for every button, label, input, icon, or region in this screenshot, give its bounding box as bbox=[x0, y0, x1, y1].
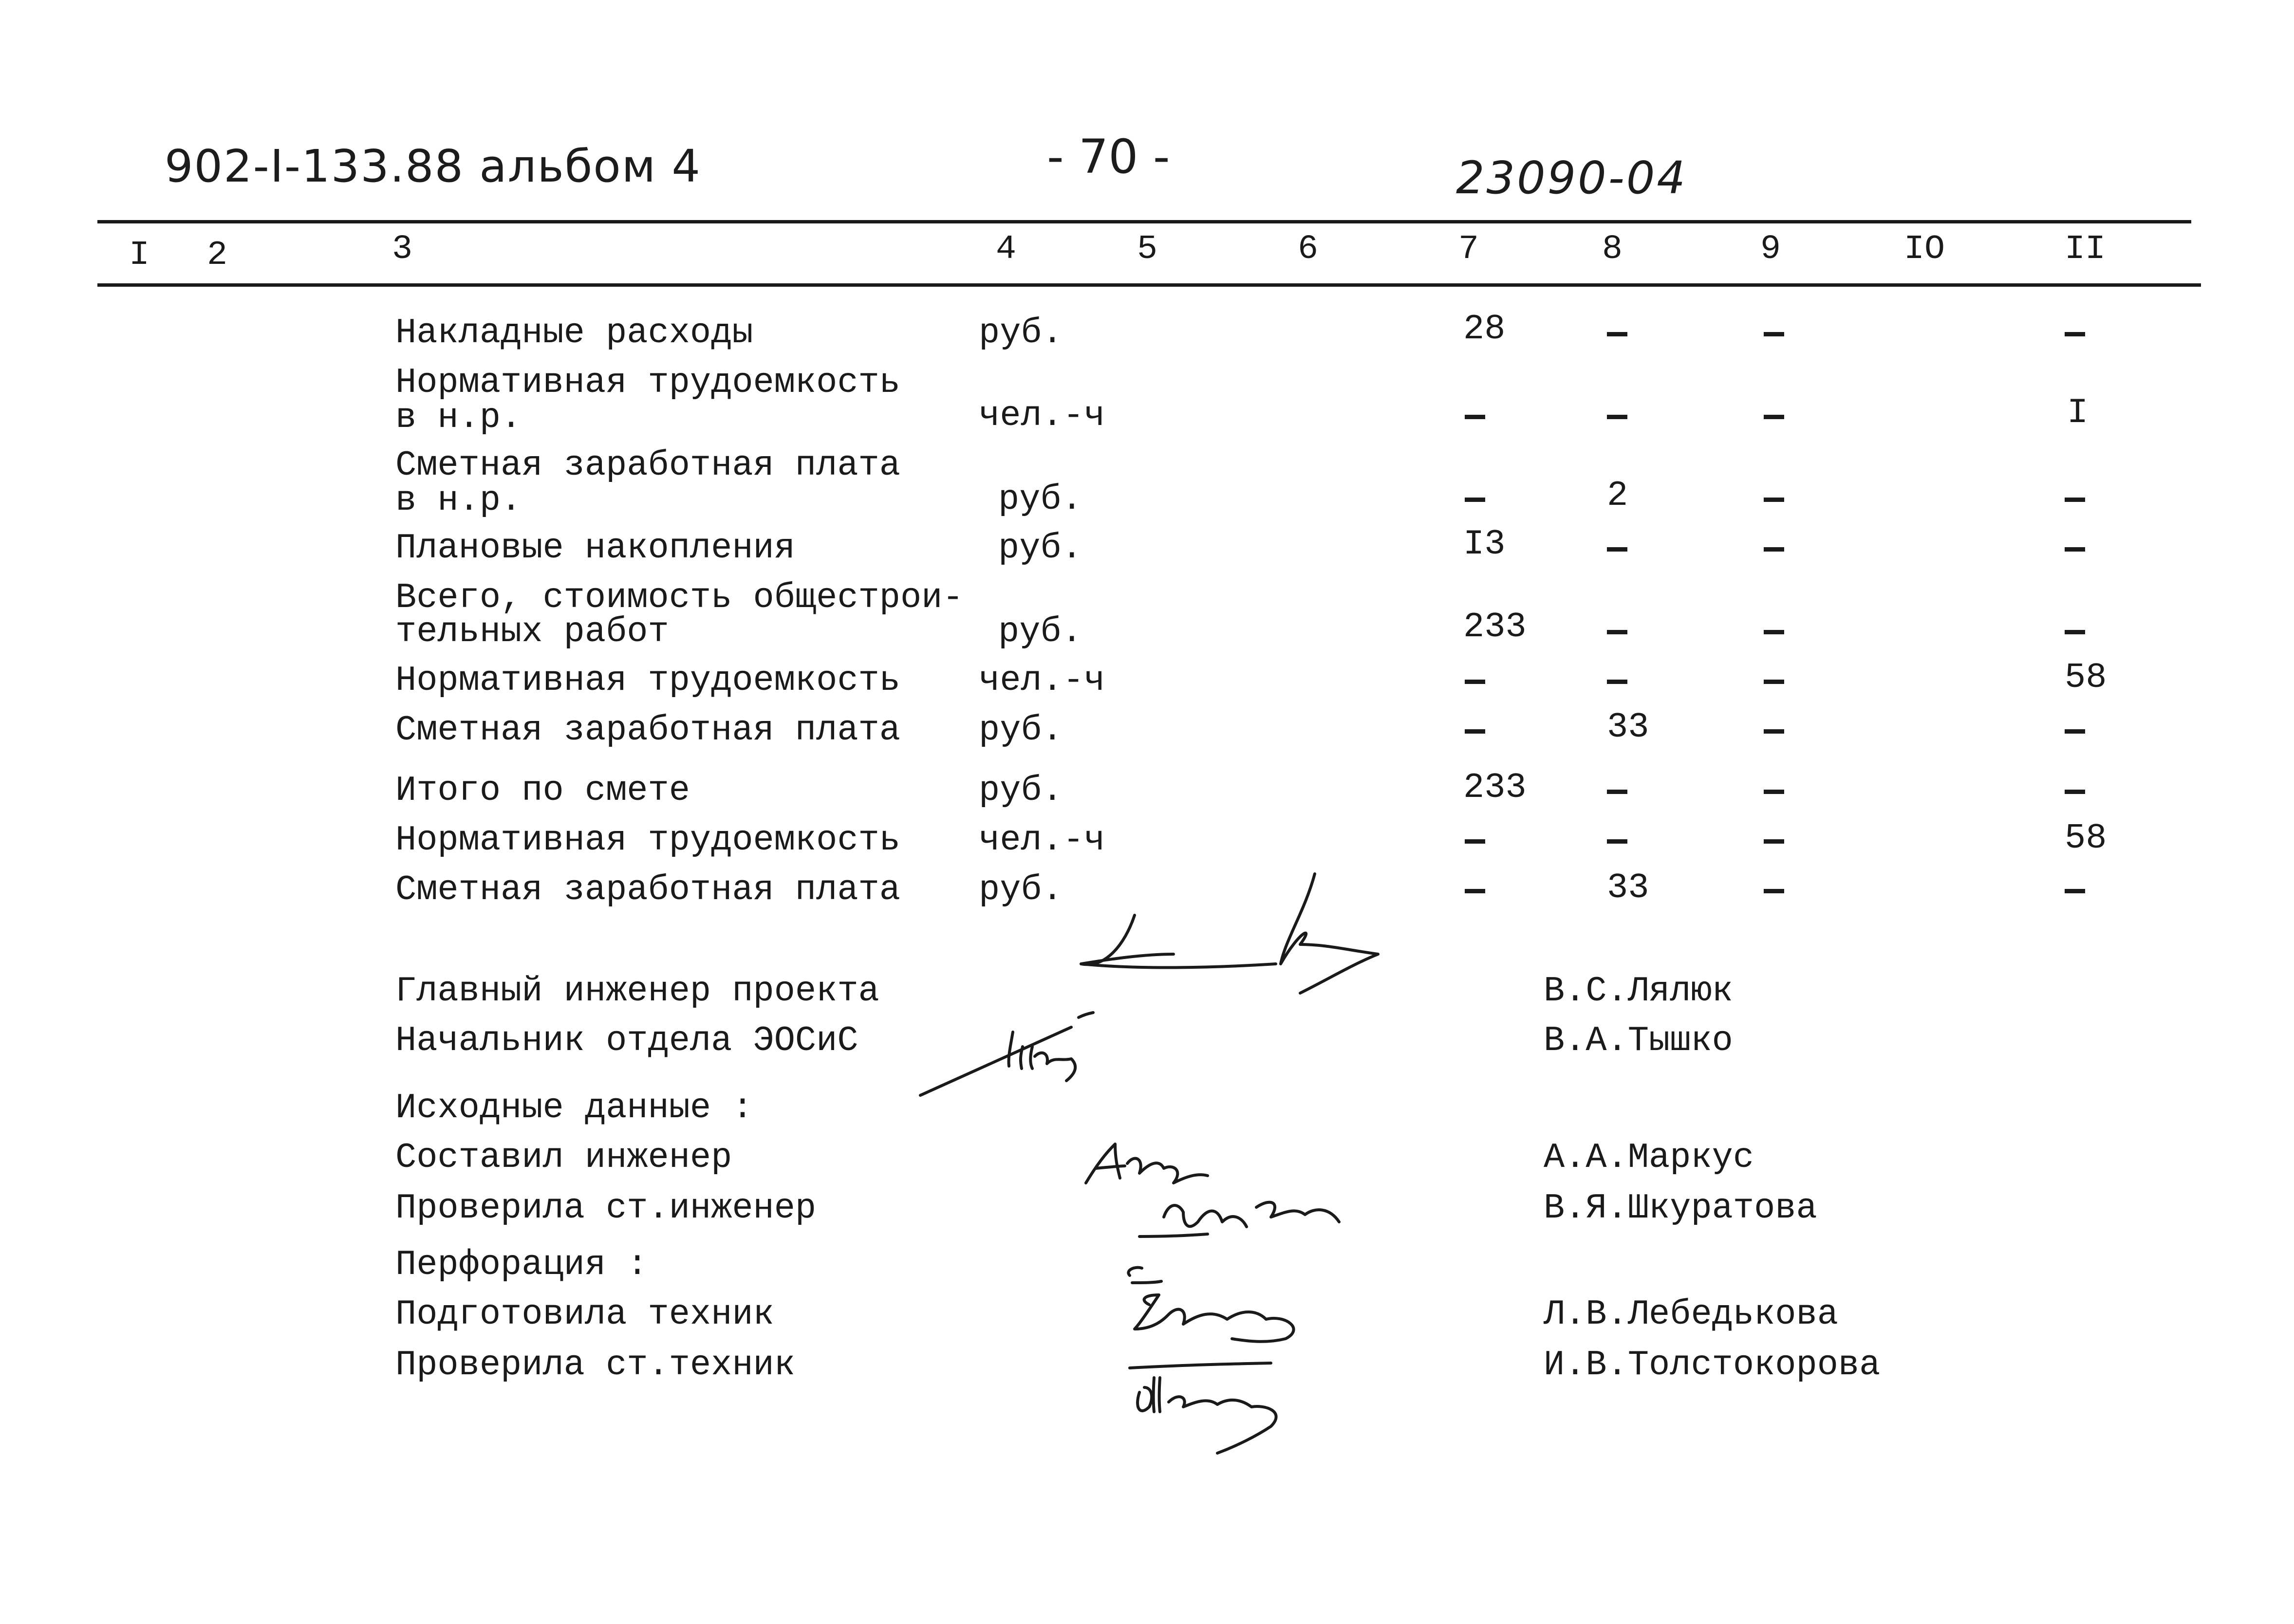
column-number-9: 9 bbox=[1760, 230, 1781, 269]
row-col9-dash bbox=[1764, 790, 1784, 794]
row-label: Всего, стоимость общестрои- bbox=[395, 578, 964, 618]
row-col8-dash bbox=[1607, 630, 1627, 634]
row-col11-dash bbox=[2065, 332, 2085, 336]
signature-role: Составил инженер bbox=[395, 1138, 732, 1178]
handwritten-signature bbox=[1120, 1256, 1373, 1353]
signature-role: Начальник отдела ЭОСиС bbox=[395, 1021, 858, 1061]
row-col7-dash bbox=[1465, 839, 1485, 844]
row-col8-dash bbox=[1607, 839, 1627, 844]
column-number-2: 2 bbox=[207, 236, 228, 275]
signature-role: Подготовила техник bbox=[395, 1294, 774, 1334]
table-top-rule bbox=[97, 220, 2191, 223]
row-col7-dash bbox=[1465, 415, 1485, 419]
row-label: Сметная заработная плата bbox=[395, 710, 900, 750]
row-col8-dash bbox=[1607, 415, 1627, 419]
signature-role: Главный инженер проекта bbox=[395, 971, 879, 1011]
row-col9-dash bbox=[1764, 839, 1784, 844]
row-col9-dash bbox=[1764, 729, 1784, 734]
row-label: в н.р. bbox=[395, 398, 522, 438]
row-col8: 2 bbox=[1607, 476, 1628, 516]
row-col11-dash bbox=[2065, 729, 2085, 734]
row-col9-dash bbox=[1764, 680, 1784, 684]
row-col11-dash bbox=[2065, 547, 2085, 552]
row-unit: руб. bbox=[979, 870, 1063, 910]
row-col8-dash bbox=[1607, 680, 1627, 684]
signature-role: Исходные данные : bbox=[395, 1088, 753, 1128]
row-unit: чел.-ч bbox=[979, 396, 1105, 436]
row-label: Сметная заработная плата bbox=[395, 445, 900, 485]
document-code: 902-I-133.88 альбом 4 bbox=[165, 140, 701, 192]
handwritten-signature bbox=[1125, 1358, 1329, 1460]
page-number: - 70 - bbox=[1047, 129, 1170, 184]
row-col8: 33 bbox=[1607, 707, 1649, 747]
row-col9-dash bbox=[1764, 547, 1784, 552]
row-unit: руб. bbox=[979, 710, 1063, 750]
row-unit: чел.-ч bbox=[979, 661, 1105, 701]
signature-role: Проверила ст.техник bbox=[395, 1345, 795, 1385]
row-col7: I3 bbox=[1463, 524, 1506, 564]
row-col7: 233 bbox=[1463, 768, 1527, 808]
row-col8-dash bbox=[1607, 332, 1627, 336]
row-unit: чел.-ч bbox=[979, 820, 1105, 860]
handwritten-signature bbox=[1071, 871, 1388, 1008]
table-header-rule bbox=[97, 283, 2201, 287]
row-unit: руб. bbox=[998, 528, 1082, 568]
row-col7-dash bbox=[1465, 729, 1485, 734]
row-col7: 28 bbox=[1463, 309, 1506, 349]
row-col9-dash bbox=[1764, 498, 1784, 502]
row-col11: 58 bbox=[2065, 818, 2107, 858]
row-col7-dash bbox=[1465, 680, 1485, 684]
row-col11: 58 bbox=[2065, 658, 2107, 698]
row-col7: 233 bbox=[1463, 607, 1527, 647]
row-unit: руб. bbox=[998, 480, 1082, 519]
row-label: Нормативная трудоемкость bbox=[395, 661, 900, 701]
row-label: тельных работ bbox=[395, 612, 669, 652]
row-col7-dash bbox=[1465, 889, 1485, 893]
column-number-1: I bbox=[129, 236, 150, 275]
row-unit: руб. bbox=[979, 771, 1063, 811]
column-number-6: 6 bbox=[1298, 230, 1319, 269]
row-col9-dash bbox=[1764, 630, 1784, 634]
signatory-name: В.А.Тышко bbox=[1544, 1021, 1733, 1061]
row-label: Нормативная трудоемкость bbox=[395, 820, 900, 860]
row-col11-dash bbox=[2065, 630, 2085, 634]
row-col8-dash bbox=[1607, 547, 1627, 552]
column-number-4: 4 bbox=[996, 230, 1017, 269]
column-number-3: 3 bbox=[392, 230, 413, 269]
row-label: Итого по смете bbox=[395, 771, 690, 811]
signature-role: Проверила ст.инженер bbox=[395, 1188, 817, 1228]
column-number-8: 8 bbox=[1602, 230, 1623, 269]
row-col8: 33 bbox=[1607, 868, 1649, 908]
row-label: в н.р. bbox=[395, 480, 522, 520]
row-col9-dash bbox=[1764, 415, 1784, 419]
column-number-7: 7 bbox=[1458, 230, 1479, 269]
handwritten-signature bbox=[915, 1008, 1159, 1105]
row-col11-dash bbox=[2065, 790, 2085, 794]
signatory-name: Л.В.Лебедькова bbox=[1544, 1294, 1838, 1334]
handwritten-signature bbox=[1135, 1178, 1388, 1246]
row-label: Накладные расходы bbox=[395, 313, 753, 353]
row-label: Сметная заработная плата bbox=[395, 870, 900, 910]
signatory-name: И.В.Толстокорова bbox=[1544, 1345, 1881, 1385]
row-col7-dash bbox=[1465, 498, 1485, 502]
row-label: Плановые накопления bbox=[395, 528, 795, 568]
row-col11-dash bbox=[2065, 889, 2085, 893]
project-code: 23090-04 bbox=[1456, 152, 1687, 204]
row-label: Нормативная трудоемкость bbox=[395, 363, 900, 403]
signatory-name: В.С.Лялюк bbox=[1544, 971, 1733, 1011]
row-col9-dash bbox=[1764, 889, 1784, 893]
row-unit: руб. bbox=[979, 313, 1063, 353]
row-unit: руб. bbox=[998, 612, 1082, 652]
row-col11: I bbox=[2067, 393, 2089, 433]
row-col11-dash bbox=[2065, 498, 2085, 502]
column-number-10: IO bbox=[1904, 230, 1945, 269]
signatory-name: А.А.Маркус bbox=[1544, 1138, 1754, 1178]
signatory-name: В.Я.Шкуратова bbox=[1544, 1188, 1817, 1228]
row-col9-dash bbox=[1764, 332, 1784, 336]
column-number-11: II bbox=[2065, 230, 2106, 269]
column-number-5: 5 bbox=[1137, 230, 1158, 269]
signature-role: Перфорация : bbox=[395, 1245, 648, 1285]
row-col8-dash bbox=[1607, 790, 1627, 794]
